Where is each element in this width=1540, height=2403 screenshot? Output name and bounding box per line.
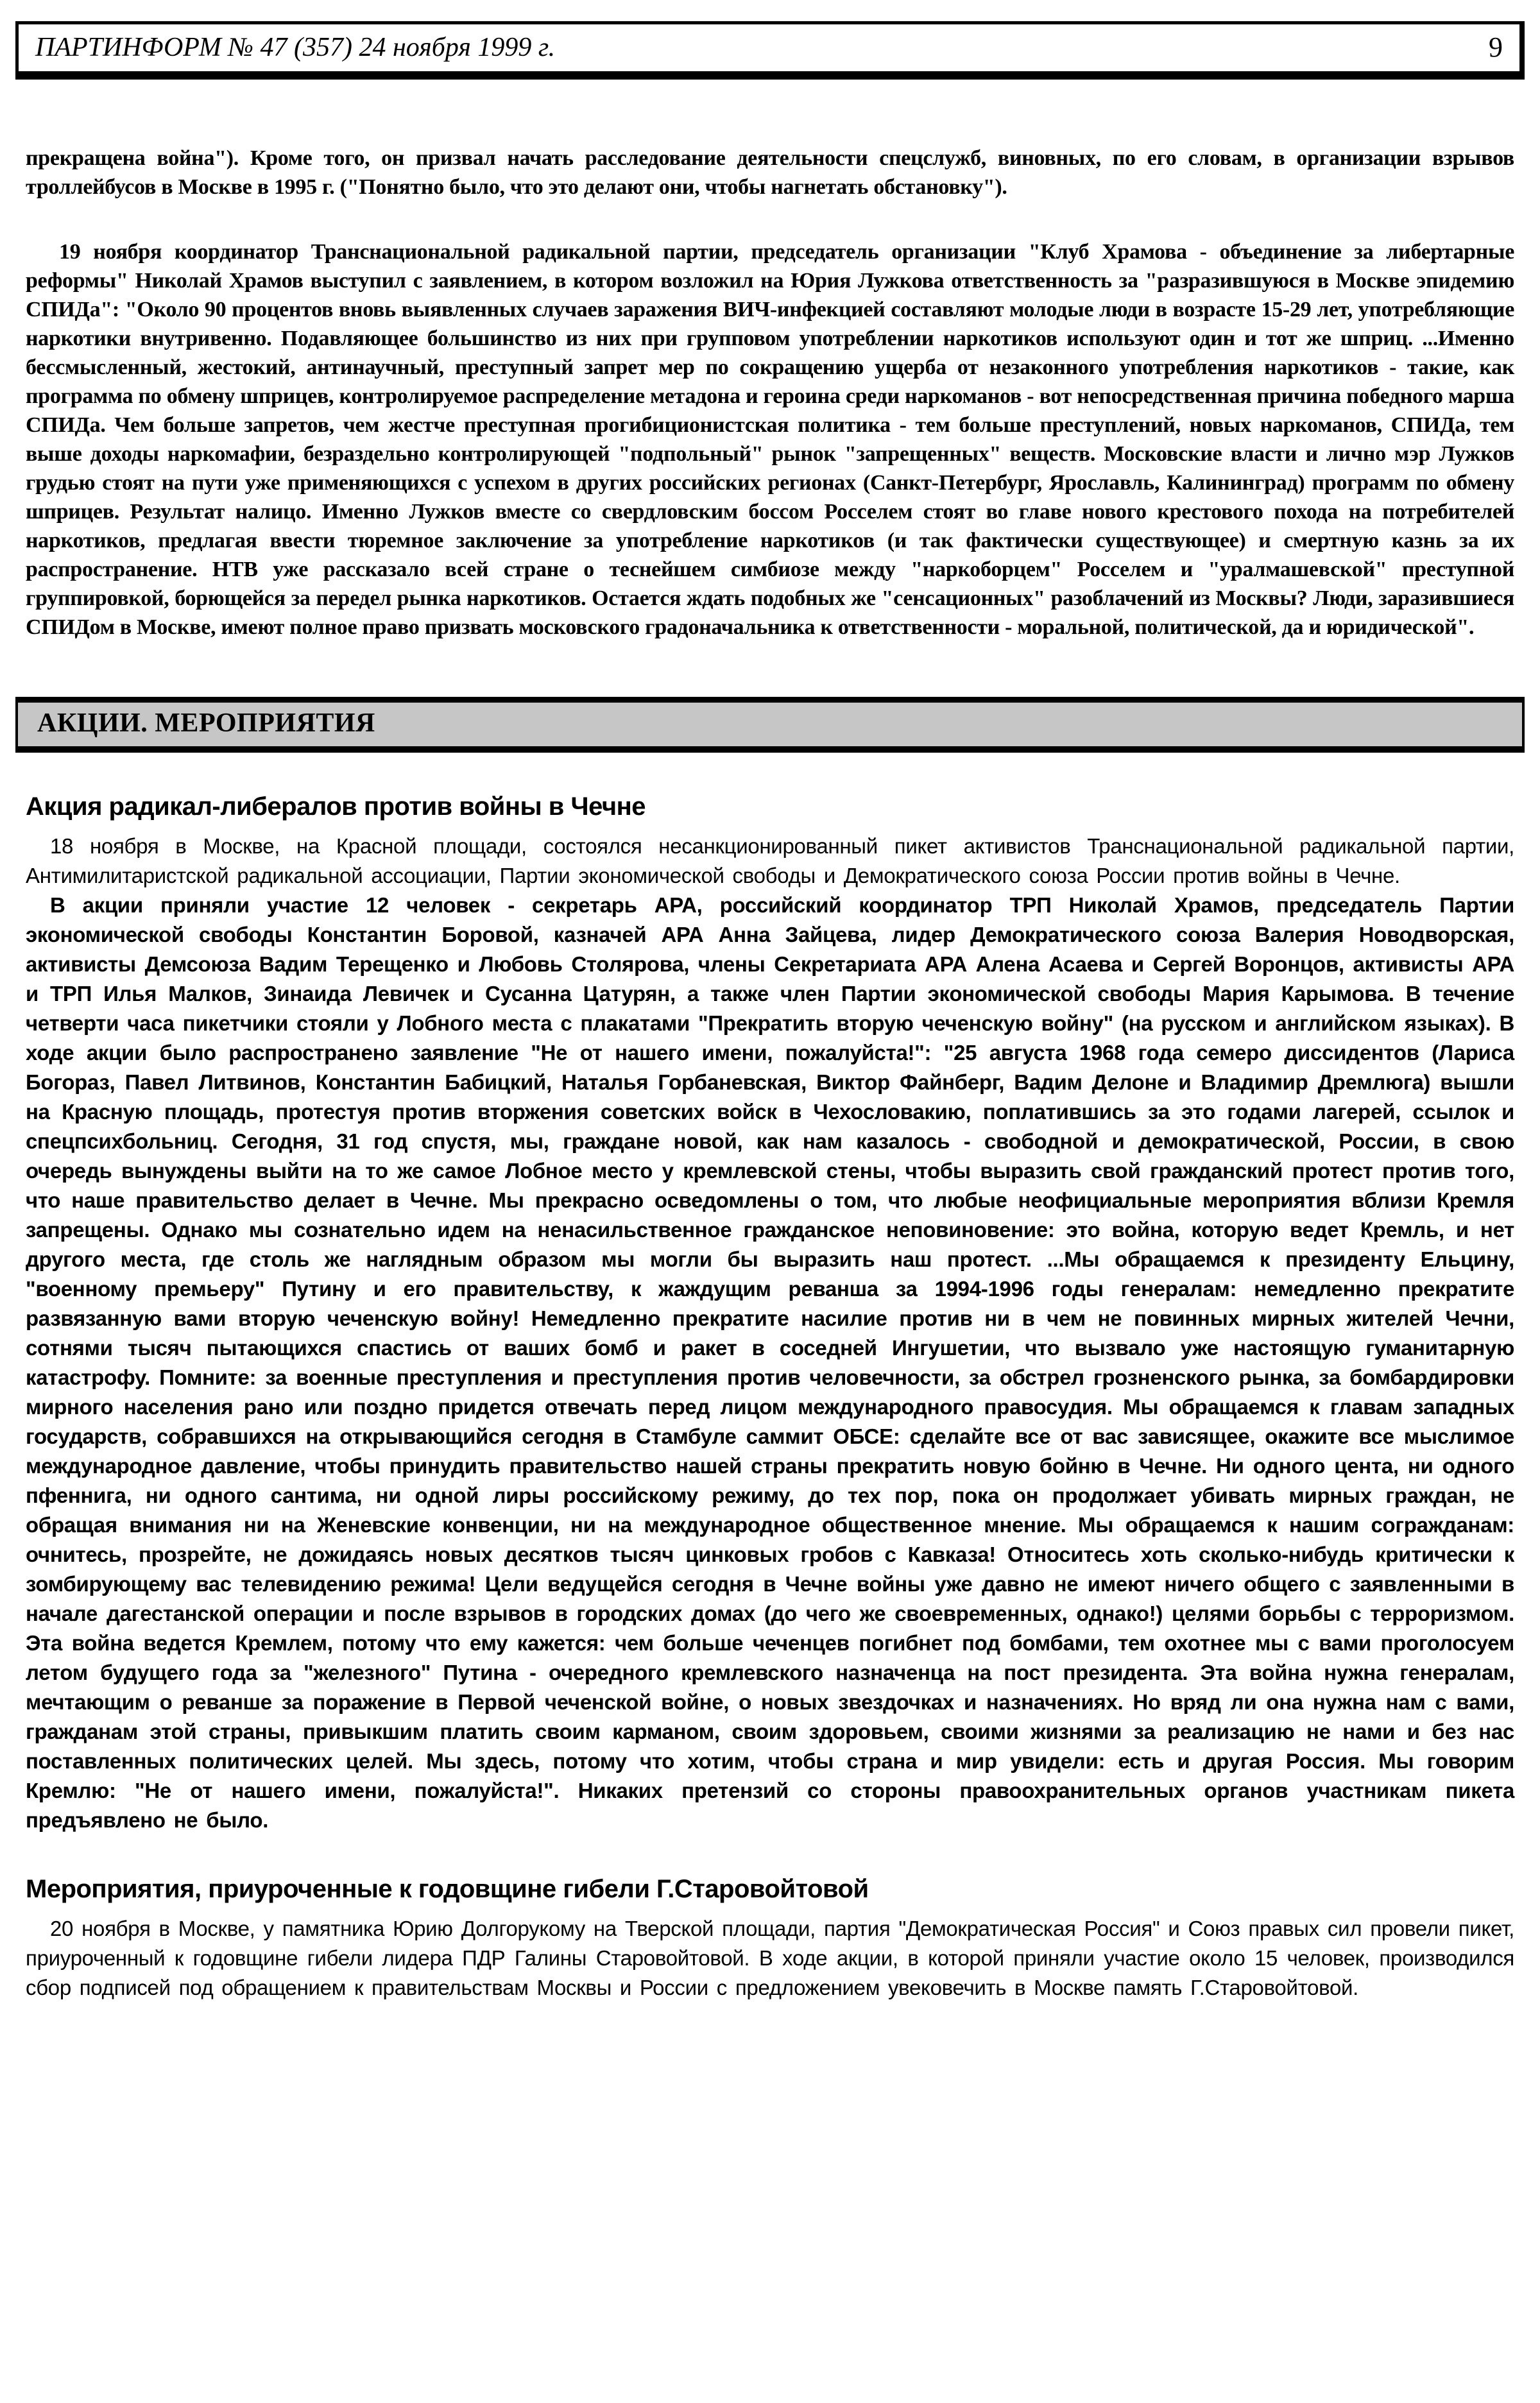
article-paragraph-statement: В акции приняли участие 12 человек - секретарь АРА, российский координатор ТРП Николай Храмов, председатель Партии экономической свободы Константин Боровой, казначей АРА Анна Зайцева, лидер Демократического союза Валерия Новодворская, активисты Демсоюза Вадим Терещенко и Любовь Столярова, члены Секретариата АРА Алена Асаева и Сергей Воронцов, активисты АРА и ТРП Илья Малков, Зинаида Левичек и Сусанна Цатурян, а также член Партии экономической свободы Мария Карымова. В течение четверти часа пикетчики стояли у Лобного места с плакатами "Прекратить вторую чеченскую войну" (на русском и английском языках). В ходе акции было распространено заявление "Не от нашего имени, пожалуйста!": "25 августа 1968 года семеро диссидентов (Лариса Богораз, Павел Литвинов, Константин Бабицкий, Наталья Горбаневская, Виктор Файнберг, Вадим Делоне и Владимир Дремлюга) вышли на Красную площадь, протестуя против вторжения советских войск в Чехословакию, поплатившись за это годами лагерей, ссылок и спецпсихбольниц. Сегодня, 31 год спустя, мы, граждане новой, как нам казалось - свободной и демократической, России, в свою очередь вынуждены выйти на то же самое Лобное место у кремлевской стены, чтобы выразить свой гражданский протест против того, что наше правительство делает в Чечне. Мы прекрасно осведомлены о том, что любые неофициальные мероприятия вблизи Кремля запрещены. Однако мы сознательно идем на ненасильственное гражданское неповиновение: это война, которую ведет Кремль, и нет другого места, где столь же наглядным образом мы могли бы выразить наш протест. ...Мы обращаемся к президенту Ельцину, "военному премьеру" Путину и его правительству, к жаждущим реванша за 1994-1996 годы генералам: немедленно прекратите развязанную вами вторую чеченскую войну! Немедленно прекратите насилие против ни в чем не повинных мирных жителей Чечни, сотнями тысяч пытающихся спастись от ваших бомб и ракет в соседней Ингушетии, что вызвало уже настоящую гуманитарную катастрофу. Помните: за военные преступления и преступления против человечности, за обстрел грозненского рынка, за бомбардировки мирного населения рано или поздно придется отвечать перед лицом международного правосудия. Мы обращаемся к главам западных государств, собравшихся на открывающийся сегодня в Стамбуле саммит ОБСЕ: сделайте все от вас зависящее, окажите все мыслимое международное давление, чтобы принудить правительство нашей страны прекратить новую бойню в Чечне. Ни одного цента, ни одного пфеннига, ни одного сантима, ни одной лиры российскому режиму, до тех пор, пока он продолжает убивать мирных граждан, не обращая внимания ни на Женевские конвенции, ни на международное общественное мнение. Мы обращаемся к нашим согражданам: очнитесь, прозрейте, не дожидаясь новых десятков тысяч цинковых гробов с Кавказа! Относитесь хоть сколько-нибудь критически к зомбирующему вас телевидению режима! Цели ведущейся сегодня в Чечне войны уже давно не имеют ничего общего с заявленными в начале дагестанской операции и после взрывов в городских домах (до чего же своевременных, однако!) целями борьбы с терроризмом. Эта война ведется Кремлем, потому что ему кажется: чем больше чеченцев погибнет под бомбами, тем охотнее мы с вами проголосуем летом будущего года за "железного" Путина - очередного кремлевского назначенца на пост президента. Эта война нужна генералам, мечтающим о реванше за поражение в Первой чеченской войне, о новых звездочках и назначениях. Но вряд ли она нужна нам с вами, гражданам этой страны, привыкшим платить своим карманом, своим здоровьем, своими жизнями за реализацию не нами и без нас поставленных политических целей. Мы здесь, потому что хотим, чтобы страна и мир увидели: есть и другая Россия. Мы говорим Кремлю: "Не от нашего имени, пожалуйста!". Никаких претензий со стороны правоохранительных органов участникам пикета предъявлено не было.	[26, 893, 1514, 1832]
section-title: АКЦИИ. МЕРОПРИЯТИЯ	[37, 708, 375, 738]
masthead	[15, 21, 1525, 80]
article-paragraph: 20 ноября в Москве, у памятника Юрию Долгорукому на Тверской площади, партия "Демократическая Россия" и Союз правых сил провели пикет, приуроченный к годовщине гибели лидера ПДР Галины Старовойтовой. В ходе акции, в которой приняли участие около 15 человек, производился сбор подписей под обращением к правительствам Москвы и России с предложением увековечить в Москве память Г.Старовойтовой.	[26, 1917, 1514, 1999]
masthead-page-number: 9	[1489, 31, 1503, 63]
article-paragraph: 18 ноября в Москве, на Красной площади, состоялся несанкционированный пикет активистов Транснациональной радикальной партии, Антимилитаристской радикальной ассоциации, Партии экономической свободы и Демократического союза России против войны в Чечне.	[26, 834, 1514, 887]
article-starovoitova-anniversary	[26, 1875, 1514, 2003]
article-heading: Акция радикал-либералов против войны в Чечне	[26, 792, 646, 821]
article-heading: Мероприятия, приуроченные к годовщине гибели Г.Старовойтовой	[26, 1875, 869, 1903]
intro-paragraph-2: 19 ноября координатор Транснациональной радикальной партии, председатель организации "Клуб Храмова - объединение за либертарные реформы" Николай Храмов выступил с заявлением, в котором возложил на Юрия Лужкова ответственность за "разразившуюся в Москве эпидемию СПИДа": "Около 90 процентов вновь выявленных случаев заражения ВИЧ-инфекцией составляют молодые люди в возрасте 15-29 лет, употребляющие наркотики внутривенно. Подавляющее большинство из них при групповом употреблении наркотиков используют один и тот же шприц. ...Именно бессмысленный, жестокий, антинаучный, преступный запрет мер по сокращению ущерба от незаконного употребления наркотиков - такие, как программа по обмену шприцев, контролируемое распределение метадона и героина среди наркоманов - вот непосредственная причина победного марша СПИДа. Чем больше запретов, чем жестче преступная прогибиционистская политика - тем больше преступлений, новых наркоманов, СПИДа, тем выше доходы наркомафии, безраздельно контролирующей "подпольный" рынок "запрещенных" веществ. Московские власти и лично мэр Лужков грудью стоят на пути уже применяющихся с успехом в других российских регионах (Санкт-Петербург, Ярославль, Калининград) программ по обмену шприцев. Результат налицо. Именно Лужков вместе со свердловским боссом Росселем стоят во главе нового крестового похода на потребителей наркотиков, предлагая ввести тюремное заключение за употребление наркотиков (и так фактически существующее) и смертную казнь за их распространение. НТВ уже рассказало всей стране о теснейшем симбиозе между "наркоборцем" Росселем и "уралмашевской" преступной группировкой, борющейся за передел рынка наркотиков. Остается ждать подобных же "сенсационных" разоблачений из Москвы? Люди, заразившиеся СПИДом в Москве, имеют полное право призвать московского градоначальника к ответственности - моральной, политической, да и юридической".	[26, 240, 1514, 639]
newsletter-page	[0, 21, 1540, 2003]
masthead-title: ПАРТИНФОРМ № 47 (357) 24 ноября 1999 г.	[35, 32, 556, 62]
article-chechnya-picket	[26, 792, 1514, 1835]
section-header-bar	[15, 697, 1525, 753]
intro-paragraph-1: прекращена война"). Кроме того, он призвал начать расследование деятельности спецслужб, виновных, по его словам, в организации взрывов троллейбусов в Москве в 1995 г. ("Понятно было, что это делают они, чтобы нагнетать обстановку").	[26, 146, 1514, 199]
intro-block	[26, 144, 1514, 642]
